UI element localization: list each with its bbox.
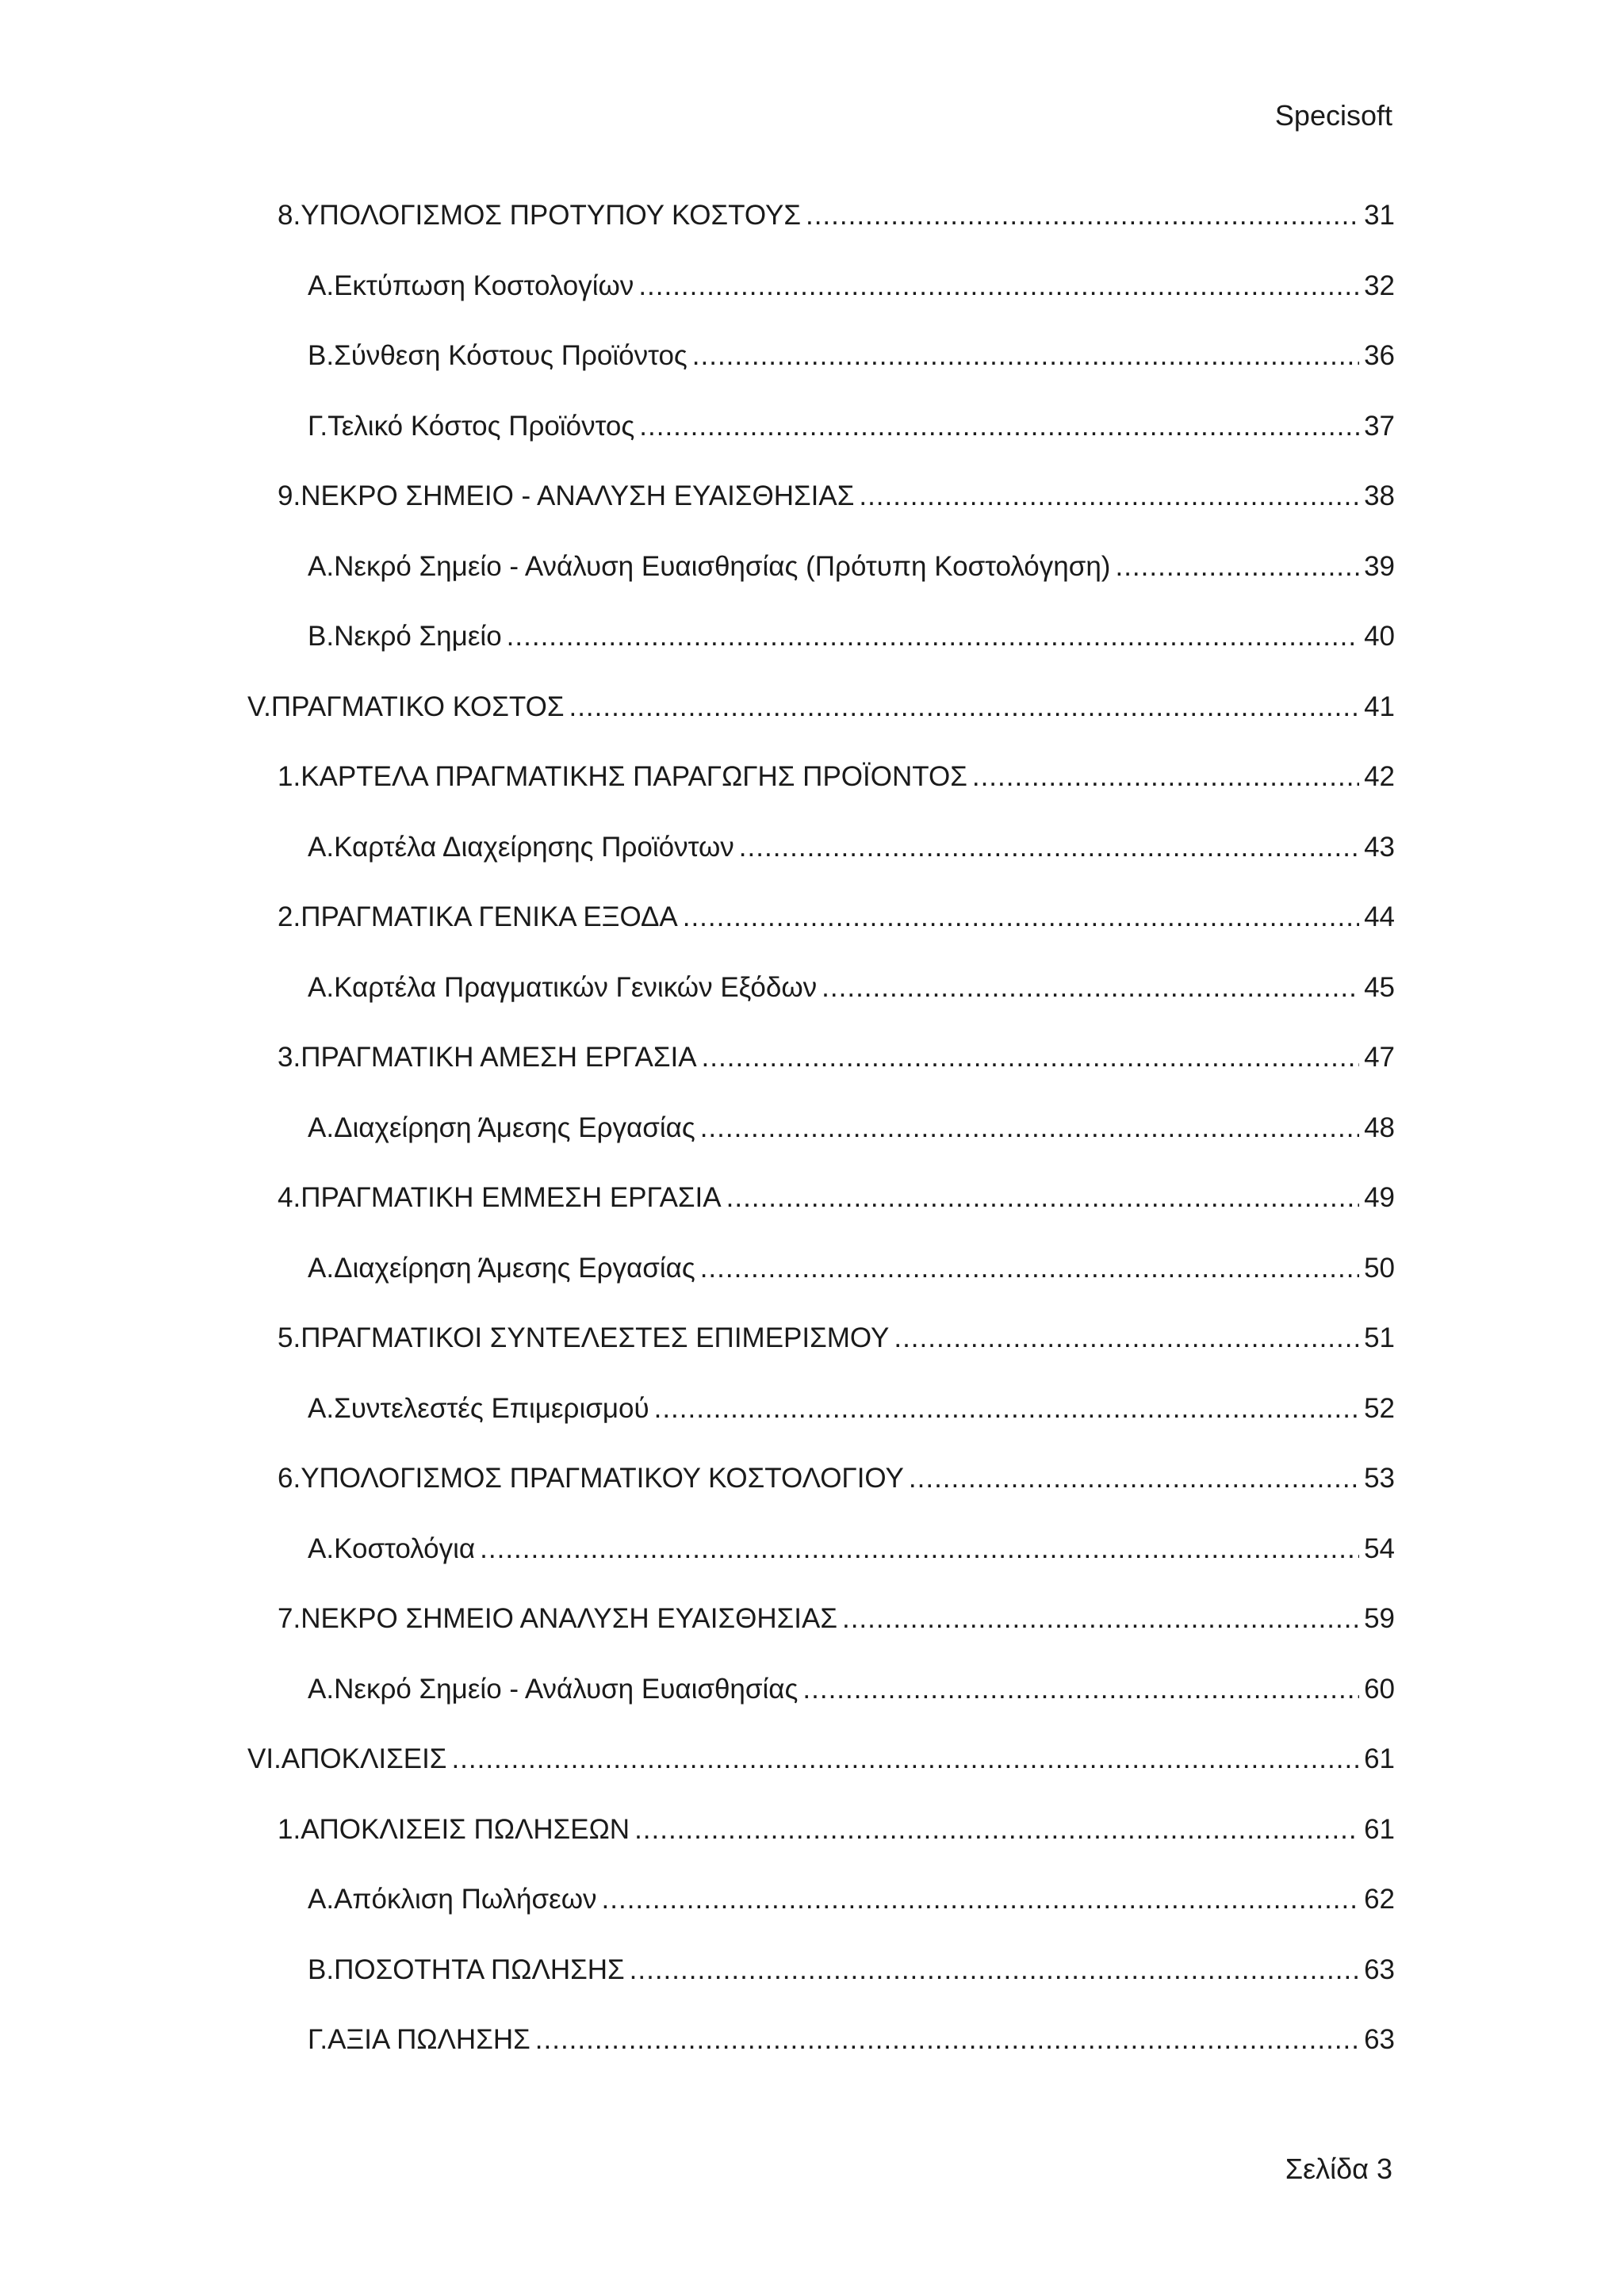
toc-entry[interactable] — [247, 1951, 1395, 2022]
toc-entry-label: 1.ΑΠΟΚΛΙΣΕΙΣ ΠΩΛΗΣΕΩΝ — [278, 1813, 630, 1845]
toc-dot-leader — [700, 1109, 1359, 1147]
toc-entry[interactable] — [247, 828, 1395, 899]
toc-entry[interactable] — [247, 758, 1395, 828]
toc-entry[interactable] — [247, 548, 1395, 618]
toc-entry[interactable] — [247, 1460, 1395, 1530]
toc-dot-leader — [726, 1179, 1359, 1217]
toc-entry[interactable] — [247, 337, 1395, 408]
toc-dot-leader — [842, 1600, 1359, 1638]
toc-entry-label: Β.Νεκρό Σημείο — [308, 621, 502, 652]
toc-entry-page-number: 62 — [1364, 1884, 1395, 1915]
toc-entry[interactable] — [247, 267, 1395, 338]
toc-entry-page-number: 54 — [1364, 1533, 1395, 1564]
toc-entry[interactable] — [247, 197, 1395, 267]
toc-entry-page-number: 31 — [1364, 200, 1395, 231]
toc-entry[interactable] — [247, 2021, 1395, 2091]
toc-dot-leader — [507, 618, 1359, 656]
toc-dot-leader — [702, 1039, 1360, 1077]
toc-entry-page-number: 42 — [1364, 761, 1395, 792]
toc-entry-page-number: 32 — [1364, 270, 1395, 301]
toc-entry-label: Β.ΠΟΣΟΤΗΤΑ ΠΩΛΗΣΗΣ — [308, 1954, 625, 1985]
toc-entry[interactable] — [247, 898, 1395, 969]
toc-entry-label: 9.ΝΕΚΡΟ ΣΗΜΕΙΟ - ΑΝΑΛΥΣΗ ΕΥΑΙΣΘΗΣΙΑΣ — [278, 480, 855, 511]
toc-dot-leader — [806, 197, 1359, 235]
toc-entry-label: 1.ΚΑΡΤΕΛΑ ΠΡΑΓΜΑΤΙΚΗΣ ΠΑΡΑΓΩΓΗΣ ΠΡΟΪΟΝΤΟΣ — [278, 761, 967, 792]
toc-entry-label: 4.ΠΡΑΓΜΑΤΙΚΗ ΕΜΜΕΣΗ ΕΡΓΑΣΙΑ — [278, 1182, 722, 1213]
toc-entry-label: Α.Νεκρό Σημείο - Ανάλυση Ευαισθησίας — [308, 1673, 799, 1705]
toc-dot-leader — [692, 337, 1359, 375]
toc-entry-label: Α.Καρτέλα Πραγματικών Γενικών Εξόδων — [308, 971, 818, 1003]
toc-dot-leader — [480, 1530, 1359, 1568]
toc-entry-page-number: 60 — [1364, 1673, 1395, 1705]
toc-entry[interactable] — [247, 477, 1395, 548]
toc-dot-leader — [654, 1390, 1359, 1428]
toc-entry[interactable] — [247, 969, 1395, 1039]
toc-dot-leader — [859, 477, 1359, 515]
toc-entry-page-number: 63 — [1364, 1954, 1395, 1985]
toc-entry-page-number: 61 — [1364, 1813, 1395, 1845]
table-of-contents — [247, 197, 1395, 2091]
toc-entry-label: 7.ΝΕΚΡΟ ΣΗΜΕΙΟ ΑΝΑΛΥΣΗ ΕΥΑΙΣΘΗΣΙΑΣ — [278, 1603, 837, 1634]
toc-entry-page-number: 52 — [1364, 1392, 1395, 1424]
toc-entry-page-number: 50 — [1364, 1252, 1395, 1284]
toc-dot-leader — [683, 898, 1359, 936]
toc-entry-page-number: 63 — [1364, 2024, 1395, 2055]
toc-entry-page-number: 36 — [1364, 340, 1395, 371]
toc-dot-leader — [630, 1951, 1359, 1989]
toc-dot-leader — [822, 969, 1359, 1007]
toc-entry-page-number: 43 — [1364, 831, 1395, 863]
toc-entry-page-number: 49 — [1364, 1182, 1395, 1213]
page-footer-number: Σελίδα 3 — [1285, 2152, 1392, 2185]
toc-entry-label: 5.ΠΡΑΓΜΑΤΙΚΟΙ ΣΥΝΤΕΛΕΣΤΕΣ ΕΠΙΜΕΡΙΣΜΟΥ — [278, 1322, 890, 1353]
toc-entry[interactable] — [247, 408, 1395, 478]
toc-dot-leader — [639, 408, 1359, 446]
toc-dot-leader — [894, 1319, 1359, 1357]
toc-entry[interactable] — [247, 1530, 1395, 1601]
toc-dot-leader — [602, 1881, 1360, 1919]
toc-entry-page-number: 45 — [1364, 971, 1395, 1003]
toc-entry-page-number: 44 — [1364, 901, 1395, 932]
toc-entry[interactable] — [247, 688, 1395, 759]
toc-dot-leader — [569, 688, 1359, 726]
toc-dot-leader — [1115, 548, 1359, 586]
toc-dot-leader — [535, 2021, 1359, 2059]
toc-entry-label: 2.ΠΡΑΓΜΑΤΙΚΑ ΓΕΝΙΚΑ ΕΞΟΔΑ — [278, 901, 678, 932]
toc-entry-label: Β.Σύνθεση Κόστους Προϊόντος — [308, 340, 688, 371]
toc-dot-leader — [451, 1740, 1359, 1778]
toc-entry-page-number: 61 — [1364, 1743, 1395, 1774]
toc-entry-label: Α.Συντελεστές Επιμερισμού — [308, 1392, 649, 1424]
toc-entry-label: Α.Διαχείρηση Άμεσης Εργασίας — [308, 1112, 695, 1143]
toc-dot-leader — [634, 1811, 1359, 1849]
toc-entry-page-number: 51 — [1364, 1322, 1395, 1353]
toc-entry-label: Α.Κοστολόγια — [308, 1533, 476, 1564]
toc-entry[interactable] — [247, 1039, 1395, 1109]
toc-entry-page-number: 38 — [1364, 480, 1395, 511]
toc-entry-page-number: 39 — [1364, 550, 1395, 582]
toc-entry[interactable] — [247, 1740, 1395, 1811]
toc-entry[interactable] — [247, 1670, 1395, 1741]
toc-entry-label: 8.ΥΠΟΛΟΓΙΣΜΟΣ ΠΡΟΤΥΠΟΥ ΚΟΣΤΟΥΣ — [278, 200, 801, 231]
toc-dot-leader — [638, 267, 1359, 305]
toc-entry[interactable] — [247, 1109, 1395, 1180]
toc-entry-label: 3.ΠΡΑΓΜΑΤΙΚΗ ΑΜΕΣΗ ΕΡΓΑΣΙΑ — [278, 1042, 697, 1073]
toc-entry[interactable] — [247, 618, 1395, 688]
page-header-company: Specisoft — [1274, 99, 1392, 132]
toc-entry[interactable] — [247, 1881, 1395, 1951]
toc-dot-leader — [700, 1249, 1359, 1288]
toc-entry-page-number: 47 — [1364, 1042, 1395, 1073]
toc-entry-label: 6.ΥΠΟΛΟΓΙΣΜΟΣ ΠΡΑΓΜΑΤΙΚΟΥ ΚΟΣΤΟΛΟΓΙΟΥ — [278, 1463, 904, 1494]
toc-entry-page-number: 59 — [1364, 1603, 1395, 1634]
toc-entry-page-number: 48 — [1364, 1112, 1395, 1143]
toc-entry[interactable] — [247, 1179, 1395, 1249]
toc-entry-label: Α.Απόκλιση Πωλήσεων — [308, 1884, 597, 1915]
toc-entry-label: Α.Διαχείρηση Άμεσης Εργασίας — [308, 1252, 695, 1284]
toc-entry[interactable] — [247, 1811, 1395, 1881]
toc-entry[interactable] — [247, 1390, 1395, 1460]
toc-entry-label: Γ.Τελικό Κόστος Προϊόντος — [308, 410, 635, 442]
toc-dot-leader — [802, 1670, 1359, 1709]
toc-entry-label: VI.ΑΠΟΚΛΙΣΕΙΣ — [247, 1743, 447, 1774]
toc-entry-label: Α.Νεκρό Σημείο - Ανάλυση Ευαισθησίας (Πρότυπη Κοστολόγηση) — [308, 550, 1111, 582]
toc-entry[interactable] — [247, 1600, 1395, 1670]
toc-entry-page-number: 41 — [1364, 691, 1395, 722]
toc-entry-page-number: 37 — [1364, 410, 1395, 442]
toc-entry[interactable] — [247, 1249, 1395, 1320]
toc-entry-label: Γ.ΑΞΙΑ ΠΩΛΗΣΗΣ — [308, 2024, 530, 2055]
toc-dot-leader — [739, 828, 1359, 867]
toc-entry-page-number: 53 — [1364, 1463, 1395, 1494]
toc-entry-label: Α.Καρτέλα Διαχείρησης Προϊόντων — [308, 831, 734, 863]
toc-dot-leader — [909, 1460, 1359, 1498]
toc-entry-page-number: 40 — [1364, 621, 1395, 652]
toc-entry-label: Α.Εκτύπωση Κοστολογίων — [308, 270, 634, 301]
toc-dot-leader — [972, 758, 1359, 796]
toc-entry-label: V.ΠΡΑΓΜΑΤΙΚΟ ΚΟΣΤΟΣ — [247, 691, 565, 722]
toc-entry[interactable] — [247, 1319, 1395, 1390]
